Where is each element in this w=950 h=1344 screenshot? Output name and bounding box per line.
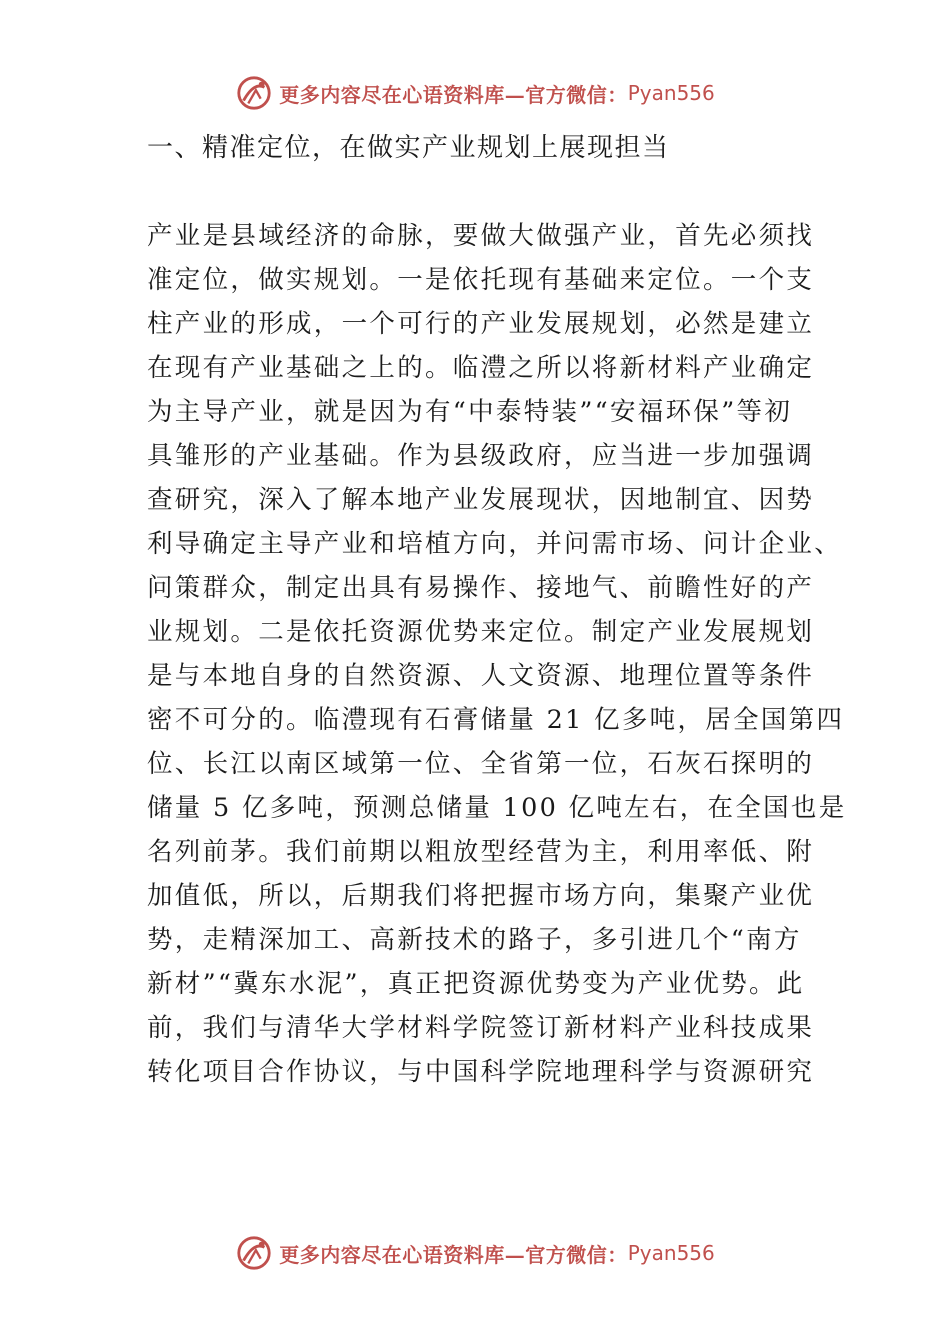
body-line: 密不可分的。临澧现有石膏储量 21 亿多吨，居全国第四 xyxy=(147,705,845,735)
body-line: 具雏形的产业基础。作为县级政府，应当进一步加强调 xyxy=(147,441,815,471)
body-line: 位、长江以南区域第一位、全省第一位，石灰石探明的 xyxy=(147,749,815,779)
body-line: 前，我们与清华大学材料学院签订新材料产业科技成果 xyxy=(147,1013,815,1043)
body-line: 柱产业的形成，一个可行的产业发展规划，必然是建立 xyxy=(147,309,815,339)
logo-icon xyxy=(235,74,273,112)
body-line: 为主导产业，就是因为有“中泰特装”“安福环保”等初 xyxy=(147,397,793,427)
body-line: 问策群众，制定出具有易操作、接地气、前瞻性好的产 xyxy=(147,573,815,603)
footer-banner xyxy=(0,1230,950,1276)
body-line: 储量 5 亿多吨，预测总储量 100 亿吨左右，在全国也是 xyxy=(147,793,847,823)
body-line: 产业是县域经济的命脉，要做大做强产业，首先必须找 xyxy=(147,221,815,251)
body-line: 是与本地自身的自然资源、人文资源、地理位置等条件 xyxy=(147,661,815,691)
body-line: 业规划。二是依托资源优势来定位。制定产业发展规划 xyxy=(147,617,815,647)
banner-wechat-id: Pyan556 xyxy=(627,81,715,105)
body-line: 转化项目合作协议，与中国科学院地理科学与资源研究 xyxy=(147,1057,815,1087)
body-line: 查研究，深入了解本地产业发展现状，因地制宜、因势 xyxy=(147,485,815,515)
header-banner xyxy=(0,70,950,116)
body-line: 势，走精深加工、高新技术的路子，多引进几个“南方 xyxy=(147,925,802,955)
body-line: 在现有产业基础之上的。临澧之所以将新材料产业确定 xyxy=(147,353,815,383)
body-paragraph xyxy=(147,214,847,1094)
section-heading: 一、精准定位，在做实产业规划上展现担当 xyxy=(147,133,670,163)
body-line: 利导确定主导产业和培植方向，并问需市场、问计企业、 xyxy=(147,529,843,559)
body-line: 新材”“冀东水泥”，真正把资源优势变为产业优势。此 xyxy=(147,969,805,999)
body-line: 加值低，所以，后期我们将把握市场方向，集聚产业优 xyxy=(147,881,815,911)
banner-text: 更多内容尽在心语资料库—官方微信： xyxy=(279,82,628,107)
banner-text: 更多内容尽在心语资料库—官方微信： xyxy=(279,1242,628,1267)
logo-icon xyxy=(235,1234,273,1272)
body-line: 准定位，做实规划。一是依托现有基础来定位。一个支 xyxy=(147,265,815,295)
body-line: 名列前茅。我们前期以粗放型经营为主，利用率低、附 xyxy=(147,837,815,867)
banner-wechat-id: Pyan556 xyxy=(627,1241,715,1265)
